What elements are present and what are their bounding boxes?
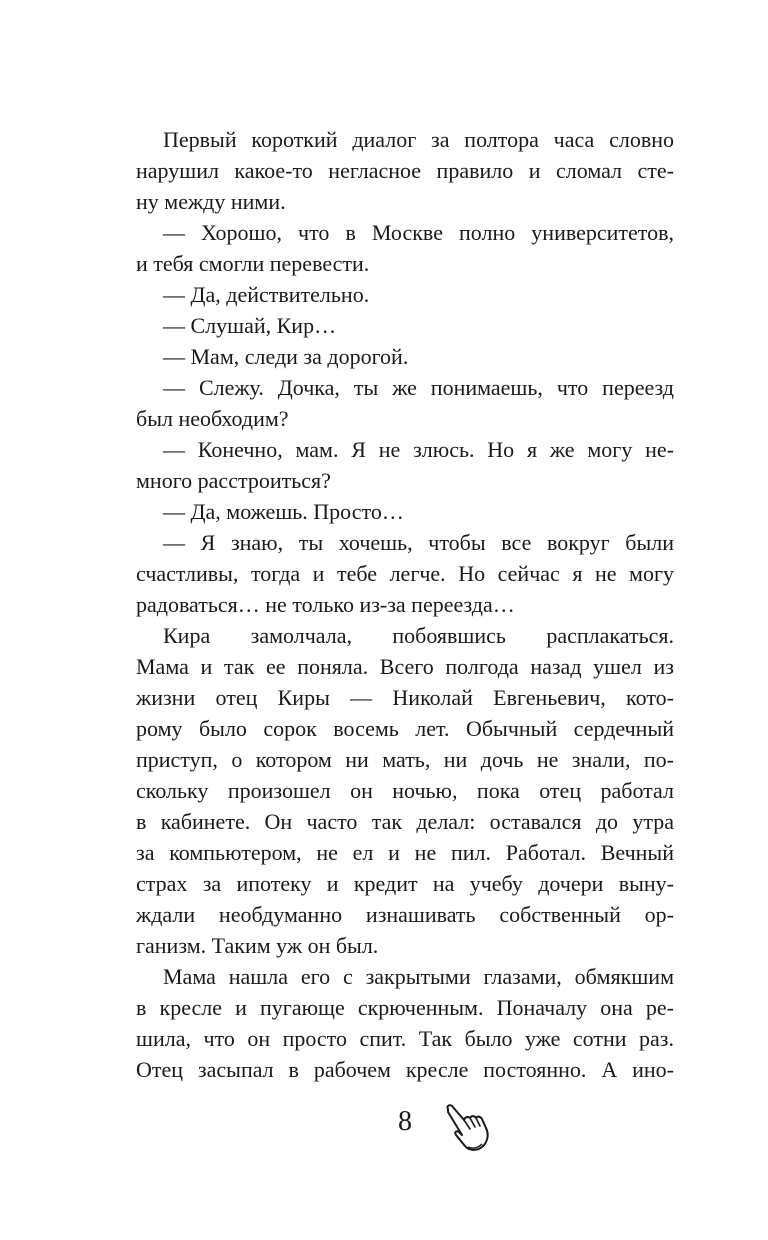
text-line: был необходим? — [136, 406, 289, 431]
text-line: — Слежу. Дочка, ты же понимаешь, что переезд — [163, 375, 674, 400]
text-line: Кира замолчала, побоявшись расплакаться. — [163, 623, 674, 648]
text-line: — Слушай, Кир… — [163, 313, 337, 338]
text-line: и тебя смогли перевести. — [136, 251, 370, 276]
text-line: жизни отец Киры — Николай Евгеньевич, кото- — [136, 685, 674, 710]
text-line: счастливы, тогда и тебе легче. Но сейчас я не могу — [136, 561, 674, 586]
text-line: — Хорошо, что в Москве полно университетов, — [163, 220, 674, 245]
text-line: ганизм. Таким уж он был. — [136, 933, 379, 958]
text-line: Мама и так ее поняла. Всего полгода назад ушел из — [136, 654, 674, 679]
text-line: нарушил какое-то негласное правило и сломал сте- — [136, 158, 674, 183]
pointing-hand-icon[interactable] — [444, 1104, 490, 1152]
text-line: — Я знаю, ты хочешь, чтобы все вокруг были — [163, 530, 674, 555]
text-line: Мама нашла его с закрытыми глазами, обмякшим — [163, 964, 674, 989]
text-line: Отец засыпал в рабочем кресле постоянно. А ино- — [136, 1057, 674, 1082]
text-line: в кресле и пугающе скрюченным. Поначалу она ре- — [136, 995, 674, 1020]
text-line: радоваться… не только из-за переезда… — [136, 592, 515, 617]
text-line: за компьютером, не ел и не пил. Работал. Вечный — [136, 840, 674, 865]
text-line: в кабинете. Он часто так делал: оставался до утра — [136, 809, 674, 834]
text-line: — Мам, следи за дорогой. — [163, 344, 409, 369]
text-line: ждали необдуманно изнашивать собственный ор- — [136, 902, 674, 927]
text-line: — Да, действительно. — [163, 282, 370, 307]
text-line: — Да, можешь. Просто… — [163, 499, 404, 524]
text-line: — Конечно, мам. Я не злюсь. Но я же могу не- — [163, 437, 674, 462]
text-line: страх за ипотеку и кредит на учебу дочери выну- — [136, 871, 674, 896]
text-line: скольку произошел он ночью, пока отец работал — [136, 778, 674, 803]
text-line: шила, что он просто спит. Так было уже сотни раз. — [136, 1026, 674, 1051]
text-line: рому было сорок восемь лет. Обычный сердечный — [136, 716, 674, 741]
text-line: приступ, о котором ни мать, ни дочь не знали, по- — [136, 747, 674, 772]
text-line: Первый короткий диалог за полтора часа словно — [163, 127, 674, 152]
text-line: ну между ними. — [136, 189, 286, 214]
page-text — [136, 124, 674, 1085]
text-line: много расстроиться? — [136, 468, 331, 493]
page-number: 8 — [398, 1106, 412, 1137]
